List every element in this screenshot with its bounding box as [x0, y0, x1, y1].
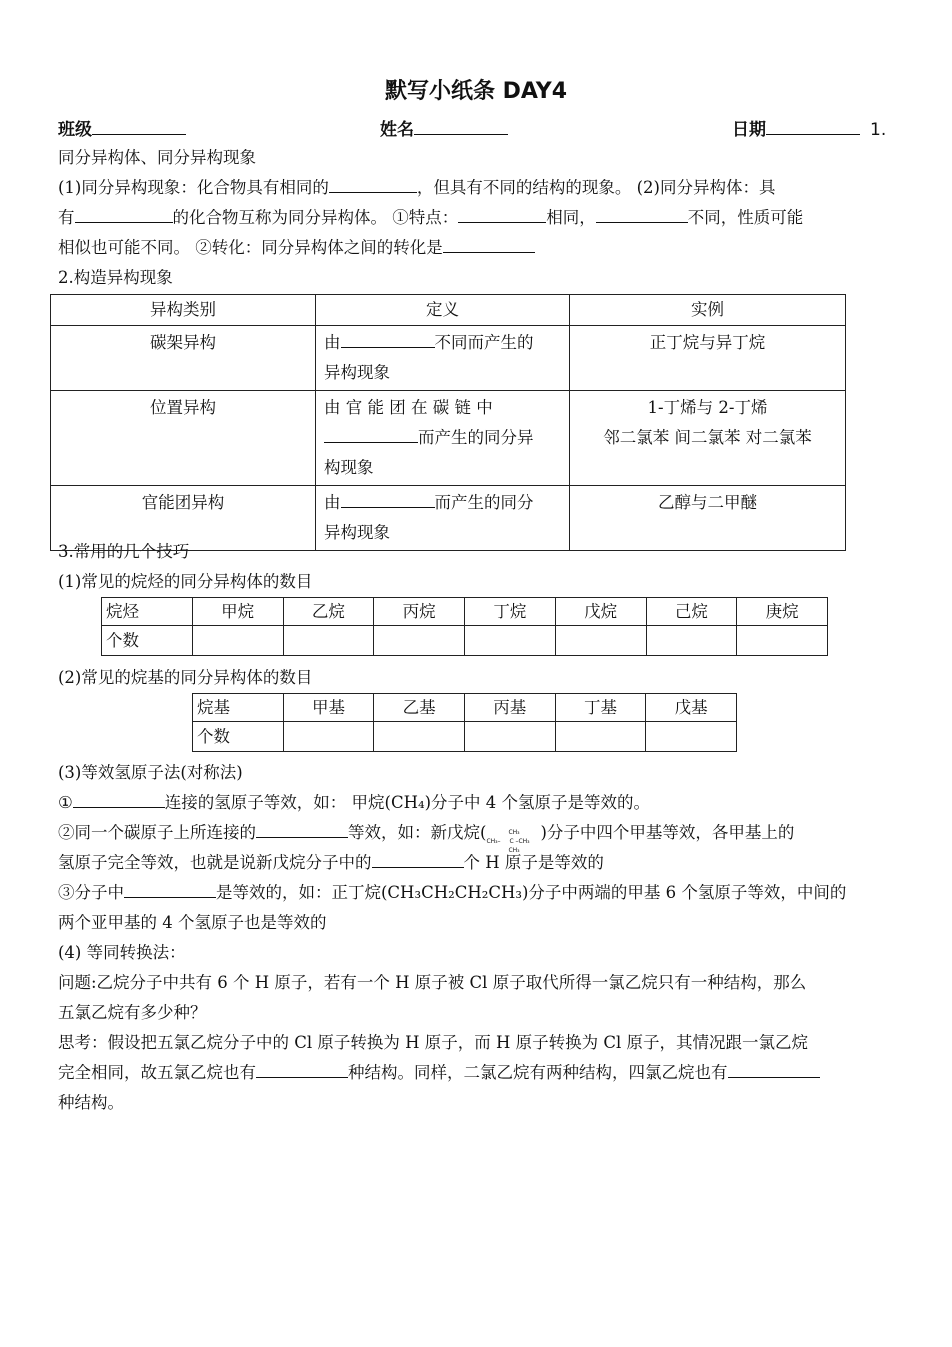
- text-line: [58, 266, 173, 290]
- header-cell: 庚烷: [737, 598, 828, 626]
- header-cell: 定义: [316, 295, 570, 326]
- answer-blank[interactable]: [256, 821, 348, 838]
- table-row: [51, 326, 846, 391]
- line-text: 2.构造异构现象: [58, 268, 173, 287]
- header-cell: 丙烷: [374, 598, 465, 626]
- example-text: 1-丁烯与 2-丁烯: [647, 398, 768, 417]
- answer-blank[interactable]: [73, 791, 165, 808]
- header-cell: 丙基: [464, 694, 555, 722]
- table-row: [51, 486, 846, 551]
- answer-blank[interactable]: [458, 206, 546, 223]
- count-answer-cell[interactable]: [555, 626, 646, 656]
- header-cell: 戊基: [646, 694, 737, 722]
- line-text: (1)同分异构现象：化合物具有相同的: [58, 178, 329, 197]
- line-text: 完全相同，故五氯乙烷也有: [58, 1063, 256, 1082]
- text-line: [58, 236, 535, 260]
- definition-cell: [316, 326, 570, 391]
- text-line: [58, 941, 186, 965]
- table-row: [102, 626, 828, 656]
- name-label: 姓名: [380, 120, 414, 140]
- neopentane-structure: [486, 822, 540, 854]
- text-line: [58, 851, 604, 875]
- definition-cell: [316, 391, 570, 486]
- def-text: 由: [324, 493, 341, 512]
- line-text: 3.常用的几个技巧: [58, 542, 190, 561]
- count-answer-cell[interactable]: [465, 626, 556, 656]
- class-blank[interactable]: [92, 118, 186, 135]
- date-blank[interactable]: [766, 118, 860, 135]
- neopentane-left: CH₃–: [486, 837, 501, 845]
- text-line: [58, 1031, 808, 1055]
- line-text: ②同一个碳原子上所连接的: [58, 823, 256, 842]
- line-text: (2)常见的烷基的同分异构体的数目: [58, 668, 313, 687]
- text-line: [58, 821, 795, 854]
- text-line: [58, 911, 327, 935]
- header-cell: 乙烷: [283, 598, 374, 626]
- header-cell: 丁基: [555, 694, 646, 722]
- line-text: 不同，性质可能: [687, 208, 804, 227]
- line-text: 相似也可能不同。 ②转化：同分异构体之间的转化是: [58, 238, 443, 257]
- def-text: 而产生的同分异: [418, 428, 534, 447]
- line-text: ③分子中: [58, 883, 124, 902]
- def-text: 不同而产生的: [434, 333, 534, 352]
- count-answer-cell[interactable]: [374, 626, 465, 656]
- count-answer-cell[interactable]: [737, 626, 828, 656]
- count-answer-cell[interactable]: [464, 722, 555, 752]
- def-text: 构现象: [324, 458, 374, 477]
- answer-blank[interactable]: [75, 206, 173, 223]
- header-cell: 戊烷: [555, 598, 646, 626]
- line-text: 两个亚甲基的 4 个氢原子也是等效的: [58, 913, 327, 932]
- header-cell: 异构类别: [51, 295, 316, 326]
- line-text: 同分异构体、同分异构现象: [58, 148, 256, 167]
- line-text: 是等效的，如：正丁烷(CH₃CH₂CH₂CH₃)分子中两端的甲基 6 个氢原子等效，中间的: [216, 883, 847, 902]
- line-text: 问题:乙烷分子中共有 6 个 H 原子，若有一个 H 原子被 Cl 原子取代所得一氯乙烷只有一种结构，那么: [58, 973, 807, 992]
- text-line: [58, 176, 776, 200]
- neopentane-top: CH₃: [508, 828, 520, 836]
- header-cell: 烷基: [193, 694, 284, 722]
- answer-blank[interactable]: [256, 1061, 348, 1078]
- neopentane-bottom: CH₃: [508, 846, 520, 854]
- def-text: 异构现象: [324, 523, 390, 542]
- line-text: 思考：假设把五氯乙烷分子中的 Cl 原子转换为 H 原子，而 H 原子转换为 Cl 原子，其情况跟一氯乙烷: [58, 1033, 809, 1052]
- line-text: (4) 等同转换法：: [58, 943, 186, 962]
- header-cell: 实例: [570, 295, 846, 326]
- count-answer-cell[interactable]: [646, 626, 737, 656]
- isomer-table: [50, 294, 846, 551]
- line-text: 的化合物互称为同分异构体。 ①特点：: [172, 208, 459, 227]
- text-line: [58, 1001, 207, 1025]
- count-answer-cell[interactable]: [374, 722, 465, 752]
- def-text: 由 官 能 团 在 碳 链 中: [324, 398, 493, 417]
- answer-blank[interactable]: [341, 331, 435, 348]
- line-text: (1)常见的烷烃的同分异构体的数目: [58, 572, 313, 591]
- header-cell: 乙基: [374, 694, 465, 722]
- count-label: 个数: [193, 722, 284, 752]
- def-text: 异构现象: [324, 363, 390, 382]
- alkyl-count-table: [192, 693, 737, 752]
- header-cell: 甲烷: [192, 598, 283, 626]
- text-line: [58, 570, 312, 594]
- line-text: 有: [58, 208, 75, 227]
- def-text: 由: [324, 333, 341, 352]
- text-line: [58, 206, 803, 230]
- header-cell: 己烷: [646, 598, 737, 626]
- text-line: [58, 1091, 124, 1115]
- date-field: [732, 118, 886, 142]
- answer-blank[interactable]: [124, 881, 216, 898]
- text-line: [58, 146, 256, 170]
- text-line: [58, 881, 846, 905]
- count-answer-cell[interactable]: [283, 626, 374, 656]
- line-text: )分子中四个甲基等效，各甲基上的: [540, 823, 795, 842]
- example-cell: 乙醇与二甲醚: [570, 486, 846, 551]
- line-text: 个 H 原子是等效的: [463, 853, 604, 872]
- line-text: 种结构。同样，二氯乙烷有两种结构，四氯乙烷也有: [348, 1063, 728, 1082]
- header-cell: 丁烷: [465, 598, 556, 626]
- neopentane-center: C: [509, 837, 514, 845]
- neopentane-right: –CH₃: [515, 837, 530, 845]
- header-cell: 烷烃: [102, 598, 193, 626]
- name-field: [380, 118, 508, 142]
- class-label: 班级: [58, 120, 92, 140]
- table-row: [102, 598, 828, 626]
- count-label: 个数: [102, 626, 193, 656]
- type-cell: 碳架异构: [51, 326, 316, 391]
- count-answer-cell[interactable]: [192, 626, 283, 656]
- line-text: (3)等效氢原子法(对称法): [58, 763, 243, 782]
- text-line: [58, 1061, 820, 1085]
- type-cell: 官能团异构: [51, 486, 316, 551]
- answer-blank[interactable]: [324, 426, 418, 443]
- line-text: 等效，如：新戊烷(: [348, 823, 487, 842]
- text-line: [58, 761, 243, 785]
- answer-blank[interactable]: [728, 1061, 820, 1078]
- line-text: 五氯乙烷有多少种？: [58, 1003, 207, 1022]
- answer-blank[interactable]: [443, 236, 535, 253]
- count-answer-cell[interactable]: [555, 722, 646, 752]
- count-answer-cell[interactable]: [646, 722, 737, 752]
- count-answer-cell[interactable]: [283, 722, 374, 752]
- header-cell: 甲基: [283, 694, 374, 722]
- definition-cell: [316, 486, 570, 551]
- page-title: 默写小纸条 DAY4: [384, 79, 568, 104]
- answer-blank[interactable]: [372, 851, 464, 868]
- example-cell: 正丁烷与异丁烷: [570, 326, 846, 391]
- table-row: [193, 694, 737, 722]
- class-field: [58, 118, 186, 142]
- line-text: 氢原子完全等效，也就是说新戊烷分子中的: [58, 853, 372, 872]
- line-text: ①: [58, 793, 73, 812]
- line-text: ，但具有不同的结构的现象。 (2)同分异构体：具: [416, 178, 776, 197]
- line-text: 相同，: [546, 208, 596, 227]
- def-text: 而产生的同分: [434, 493, 534, 512]
- table-row: [193, 722, 737, 752]
- text-line: [58, 971, 806, 995]
- text-line: [58, 666, 312, 690]
- section-number: 1.: [870, 120, 887, 140]
- date-label: 日期: [732, 120, 766, 140]
- type-cell: 位置异构: [51, 391, 316, 486]
- text-line: [58, 791, 650, 815]
- example-text: 邻二氯苯 间二氯苯 对二氯苯: [603, 428, 812, 447]
- name-blank[interactable]: [414, 118, 508, 135]
- line-text: 连接的氢原子等效，如： 甲烷(CH₄)分子中 4 个氢原子是等效的。: [164, 793, 651, 812]
- alkane-count-table: [101, 597, 828, 656]
- example-cell: [570, 391, 846, 486]
- answer-blank[interactable]: [329, 176, 417, 193]
- line-text: 种结构。: [58, 1093, 124, 1112]
- answer-blank[interactable]: [596, 206, 688, 223]
- table-row: [51, 391, 846, 486]
- answer-blank[interactable]: [341, 491, 435, 508]
